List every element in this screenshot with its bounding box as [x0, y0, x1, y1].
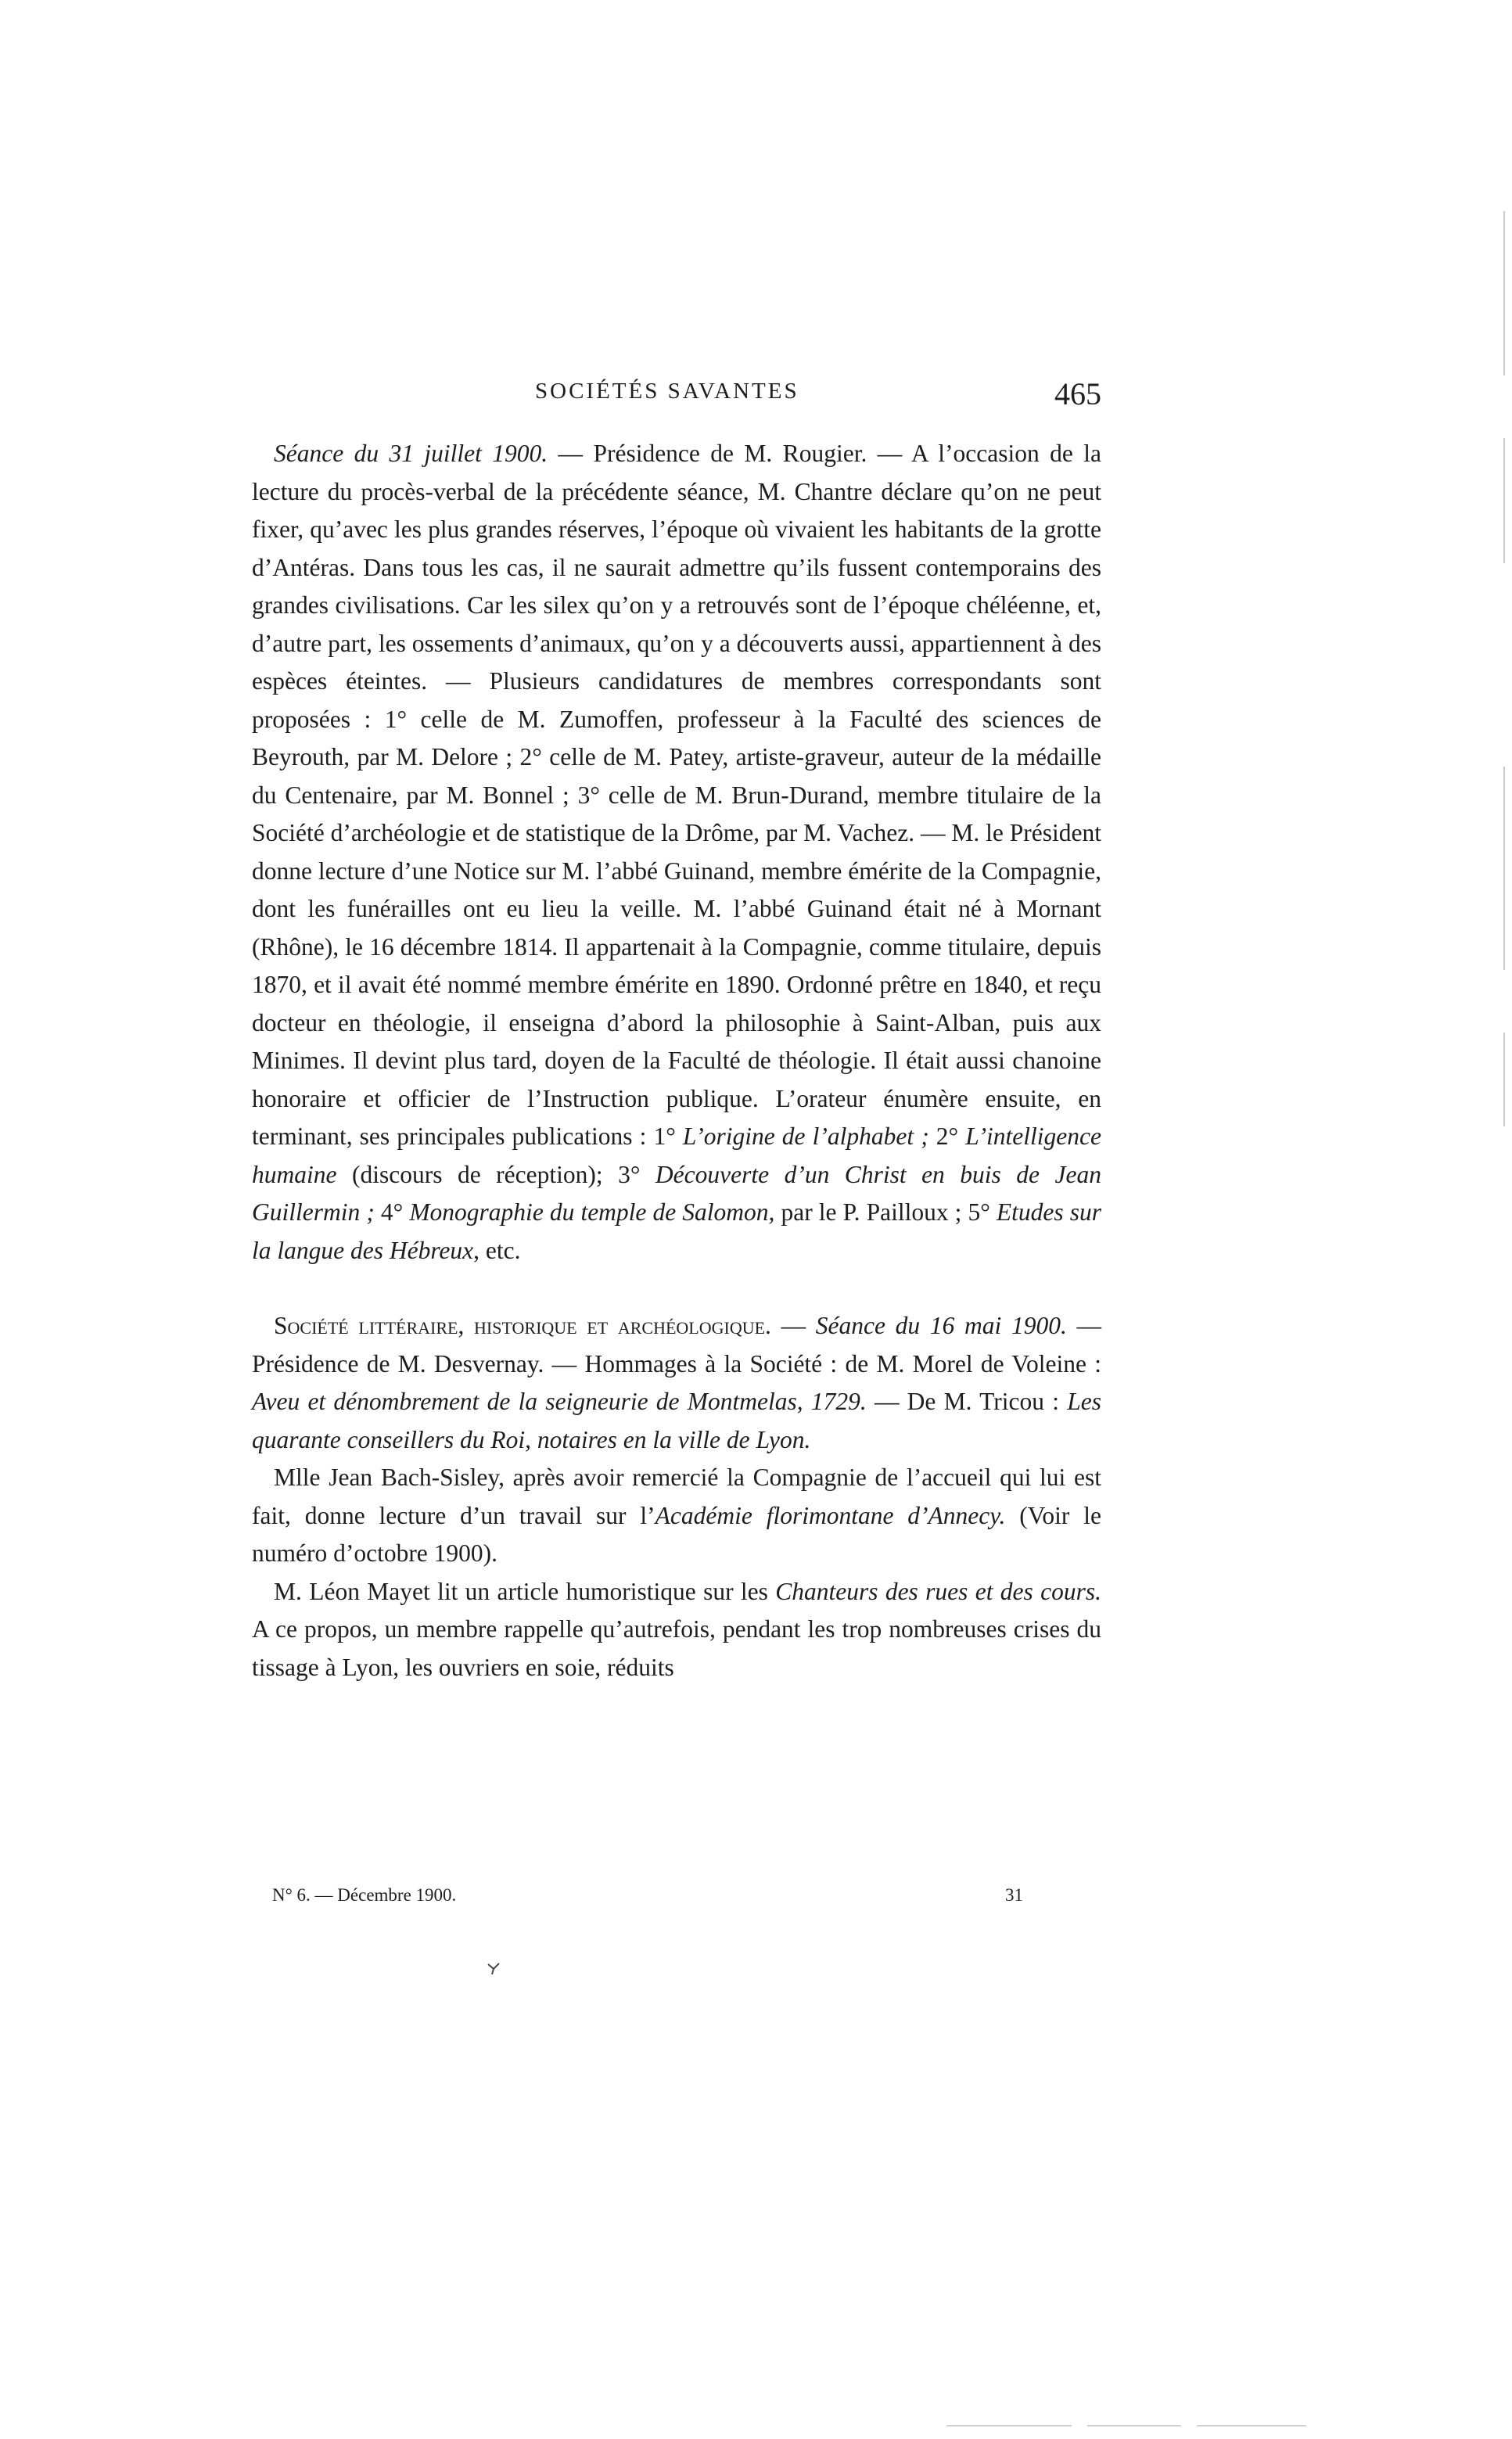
- body-text: [252, 435, 1101, 1686]
- paragraph-seance-31-juillet: [252, 435, 1101, 1270]
- paragraph-text: , etc.: [473, 1236, 521, 1264]
- seance-date: Séance du 31 juillet 1900.: [274, 440, 548, 467]
- scan-edge-line: [1503, 438, 1505, 563]
- paragraph-text: 4°: [374, 1198, 410, 1226]
- page-number: 465: [1054, 376, 1101, 411]
- scan-edge-line: [1503, 211, 1505, 375]
- paragraph-text: M. Léon Mayet lit un article humoristique sur les: [274, 1577, 776, 1605]
- publication-title: Etudes sur la langue des Hébreux: [252, 1198, 1101, 1264]
- work-title: Chanteurs des rues et des cours.: [775, 1577, 1101, 1605]
- work-title: Les quarante conseillers du Roi, notaires en la ville de Lyon.: [252, 1388, 1102, 1453]
- issue-number: N° 6. — Décembre 1900.: [272, 1885, 457, 1905]
- work-title: Académie florimontane d’Annecy.: [655, 1501, 1006, 1529]
- running-title: SOCIÉTÉS SAVANTES: [535, 379, 799, 404]
- publication-title: L’origine de l’alphabet ;: [682, 1123, 929, 1150]
- seance-date: Séance du 16 mai 1900.: [815, 1312, 1067, 1339]
- paragraph-bach-sisley: [252, 1459, 1101, 1573]
- scan-artifact-line: [946, 2425, 1072, 2426]
- publication-title: Monographie du temple de Salomon,: [409, 1198, 775, 1226]
- scan-edge-line: [1503, 767, 1505, 970]
- paragraph-text: 2°: [928, 1123, 966, 1150]
- paragraph-text: Mlle Jean Bach-Sisley, après avoir remercié la Compagnie de l’accueil qui lui est fait, donne lecture d’un travail sur l’: [252, 1464, 1101, 1529]
- society-name: Société littéraire, historique et archéologique.: [274, 1312, 771, 1339]
- scan-edge-line: [1503, 1033, 1505, 1126]
- paragraph-text: —: [770, 1312, 816, 1339]
- publication-title: Découverte d’un Christ en buis de Jean Guillermin ;: [252, 1160, 1101, 1226]
- paragraph-text: — Présidence de M. Rougier. — A l’occasion de la lecture du procès-verbal de la précédente séance, M. Chantre déclare qu’on ne peut fixer, qu’avec les plus grandes réserves, l’époque où vivaient les habitants de la grotte d’Antéras. Dans tous les cas, il ne saurait admettre qu’ils fussent contemporains des grandes civilisations. Car les silex qu’on y a retrouvés sont de l’époque chéléenne, et, d’autre part, les ossements d’animaux, qu’on y a découverts aussi, appartiennent à des espèces éteintes. — Plusieurs candidatures de membres correspondants sont proposées : 1° celle de M. Zumoffen, professeur à la Faculté des sciences de Beyrouth, par M. Delore ; 2° celle de M. Patey, artiste-graveur, auteur de la médaille du Centenaire, par M. Bonnel ; 3° celle de M. Brun-Durand, membre titulaire de la Société d’archéologie et de statistique de la Drôme, par M. Vachez. — M. le Président donne lecture d’une Notice sur M. l’abbé Guinand, membre émérite de la Compagnie, dont les funérailles ont eu lieu la veille. M. l’abbé Guinand était né à Mornant (Rhône), le 16 décembre 1814. Il appartenait à la Compagnie, comme titulaire, depuis 1870, et il avait été nommé membre émérite en 1890. Ordonné prêtre en 1840, et reçu docteur en théologie, il enseigna d’abord la philosophie à Saint-Alban, puis aux Minimes. Il devint plus tard, doyen de la Faculté de théologie. Il était aussi chanoine honoraire et officier de l’Instruction publique. L’orateur énumère ensuite, en terminant, ses principales publications : 1°: [252, 440, 1101, 1150]
- paragraph-text: — Présidence de M. Desvernay. — Hommages à la Société : de M. Morel de Voleine :: [252, 1312, 1102, 1378]
- paragraph-text: (discours de réception); 3°: [336, 1160, 655, 1188]
- signature-mark: 31: [1005, 1885, 1023, 1905]
- scan-artifact-line: [1197, 2425, 1306, 2426]
- paragraph-societe-litteraire: [252, 1307, 1101, 1459]
- paragraph-text: A ce propos, un membre rappelle qu’autrefois, pendant les trop nombreuses crises du tissage à Lyon, les ouvriers en soie, réduits: [252, 1615, 1101, 1681]
- work-title: Aveu et dénombrement de la seigneurie de Montmelas, 1729.: [252, 1388, 867, 1415]
- publication-title: L’intelligence humaine: [252, 1123, 1101, 1188]
- paragraph-text: — De M. Tricou :: [866, 1388, 1068, 1415]
- paragraph-text: par le P. Pailloux ; 5°: [774, 1198, 997, 1226]
- paragraph-text: (Voir le numéro d’octobre 1900).: [252, 1501, 1101, 1567]
- page-header: [252, 375, 1101, 422]
- ink-mark-icon: [485, 1959, 502, 1977]
- scan-artifact-line: [1087, 2425, 1181, 2426]
- paragraph-leon-mayet: [252, 1573, 1101, 1687]
